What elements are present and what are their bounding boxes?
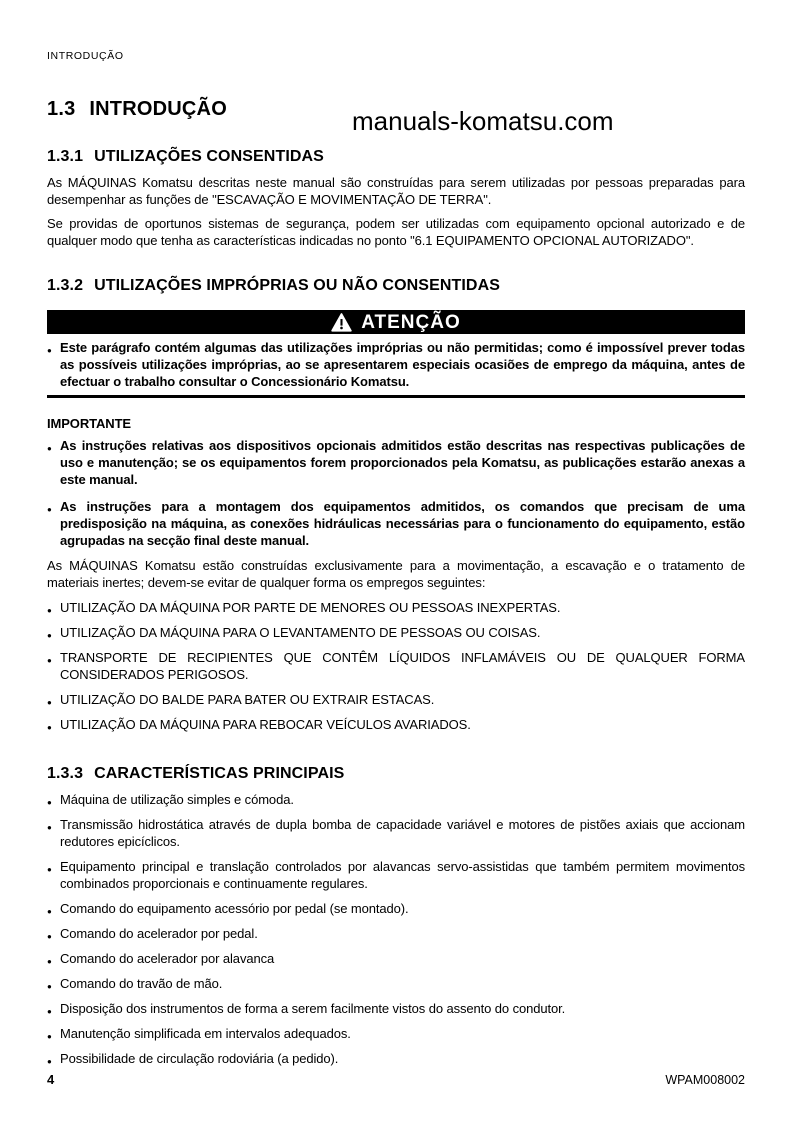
forbidden-use-item: ● UTILIZAÇÃO DA MÁQUINA POR PARTE DE MENORES OU PESSOAS INEXPERTAS. <box>47 599 745 616</box>
section-heading-1-3-2 <box>47 277 745 295</box>
forbidden-use-item: ● UTILIZAÇÃO DO BALDE PARA BATER OU EXTRAIR ESTACAS. <box>47 691 745 708</box>
section-title-text: UTILIZAÇÕES CONSENTIDAS <box>94 148 324 165</box>
importante-bullet: ● As instruções relativas aos dispositivos opcionais admitidos estão descritas nas respectivas publicações de uso e manutenção; se os equipamentos forem proporcionados pela Komatsu, as publicações estarão anexas a este manual. <box>47 437 745 488</box>
attention-bullet-list <box>47 339 745 390</box>
feature-item: ● Disposição dos instrumentos de forma a serem facilmente vistos do assento do condutor. <box>47 1000 745 1017</box>
section-number: 1.3.3 <box>47 765 84 782</box>
features-list <box>47 791 745 1067</box>
running-title: INTRODUÇÃO <box>47 50 124 62</box>
section-heading-1-3-1 <box>47 148 745 166</box>
feature-item: ● Máquina de utilização simples e cómoda. <box>47 791 745 808</box>
feature-item: ● Comando do acelerador por pedal. <box>47 925 745 942</box>
section-heading-1-3-3 <box>47 765 745 783</box>
feature-item: ● Comando do travão de mão. <box>47 975 745 992</box>
section-number: 1.3.1 <box>47 148 84 165</box>
importante-bullet-list <box>47 437 745 549</box>
page-number: 4 <box>47 1072 55 1087</box>
section-title-text: INTRODUÇÃO <box>89 98 227 120</box>
feature-item: ● Transmissão hidrostática através de dupla bomba de capacidade variável e motores de pistões axiais que accionam redutores epicíclicos. <box>47 816 745 850</box>
feature-item: ● Comando do acelerador por alavanca <box>47 950 745 967</box>
importante-label: IMPORTANTE <box>47 416 131 431</box>
forbidden-use-item: ● TRANSPORTE DE RECIPIENTES QUE CONTÊM LÍQUIDOS INFLAMÁVEIS OU DE QUALQUER FORMA CONSIDERADOS PERIGOSOS. <box>47 649 745 683</box>
page-footer <box>47 1072 745 1087</box>
feature-item: ● Possibilidade de circulação rodoviária (a pedido). <box>47 1050 745 1067</box>
forbidden-use-item: ● UTILIZAÇÃO DA MÁQUINA PARA REBOCAR VEÍCULOS AVARIADOS. <box>47 716 745 733</box>
document-code: WPAM008002 <box>665 1073 745 1087</box>
feature-item: ● Manutenção simplificada em intervalos adequados. <box>47 1025 745 1042</box>
attention-box <box>47 310 745 398</box>
section-title-text: CARACTERÍSTICAS PRINCIPAIS <box>94 765 345 782</box>
feature-item: ● Equipamento principal e translação controlados por alavancas servo-assistidas que também permitem movimentos combinados proporcionais e continuamente regulares. <box>47 858 745 892</box>
importante-bullet: ● As instruções para a montagem dos equipamentos admitidos, os comandos que precisam de uma predisposição na máquina, as conexões hidráulicas necessárias para o funcionamento do equipamento, estão agrupadas na secção final deste manual. <box>47 498 745 549</box>
attention-label: ATENÇÃO <box>361 311 461 333</box>
section-number: 1.3.2 <box>47 277 84 294</box>
paragraph-consentidas-2: Se providas de oportunos sistemas de segurança, podem ser utilizadas com equipamento opcional autorizado e de qualquer modo que tenha as características indicadas no ponto "6.1 EQUIPAMENTO OPCIONAL AUTORIZADO". <box>47 216 745 248</box>
paragraph-consentidas-1: As MÁQUINAS Komatsu descritas neste manual são construídas para serem utilizadas por pessoas preparadas para desempenhar as funções de "ESCAVAÇÃO E MOVIMENTAÇÃO DE TERRA". <box>47 175 745 207</box>
attention-bullet: ● Este parágrafo contém algumas das utilizações impróprias ou não permitidas; como é impossível prever todas as possíveis utilizações impróprias, ao se apresentarem especiais ocasiões de emprego da máquina, antes de efectuar o trabalho consultar o Concessionário Komatsu. <box>47 339 745 390</box>
feature-item: ● Comando do equipamento acessório por pedal (se montado). <box>47 900 745 917</box>
watermark-text: manuals-komatsu.com <box>352 106 614 136</box>
attention-banner <box>47 310 745 334</box>
paragraph-improprias: As MÁQUINAS Komatsu estão construídas exclusivamente para a movimentação, a escavação e o tratamento de materiais inertes; devem-se evitar de qualquer forma os empregos seguintes: <box>47 558 745 590</box>
forbidden-uses-list <box>47 599 745 733</box>
section-number: 1.3 <box>47 98 76 120</box>
section-title-text: UTILIZAÇÕES IMPRÓPRIAS OU NÃO CONSENTIDAS <box>94 277 500 294</box>
warning-triangle-icon <box>331 313 352 332</box>
forbidden-use-item: ● UTILIZAÇÃO DA MÁQUINA PARA O LEVANTAMENTO DE PESSOAS OU COISAS. <box>47 624 745 641</box>
